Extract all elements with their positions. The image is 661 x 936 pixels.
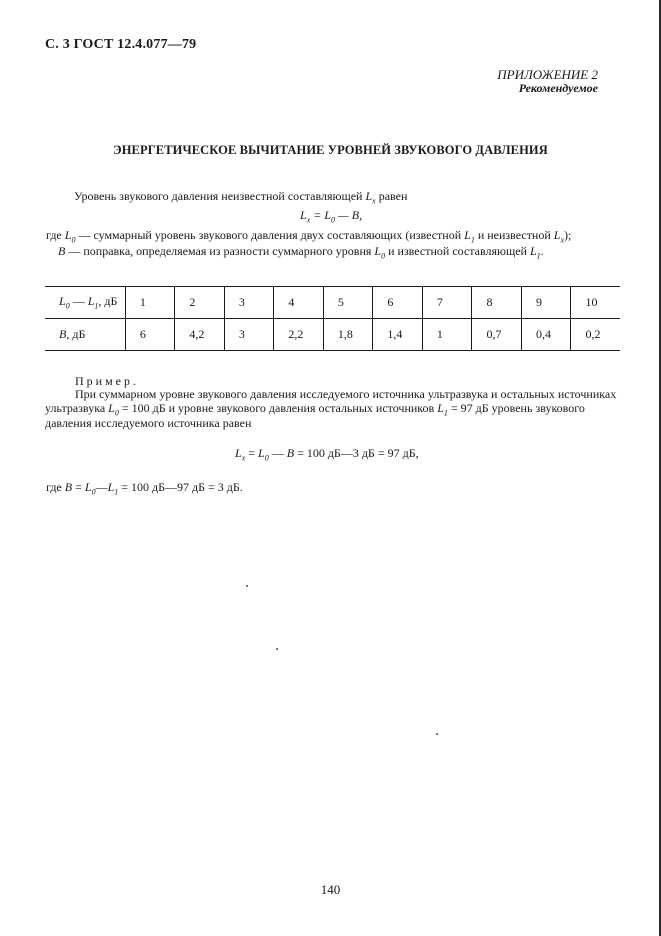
- page-header-standard: С. 3 ГОСТ 12.4.077—79: [45, 37, 197, 52]
- scan-speck: [276, 648, 278, 650]
- table-cell: 9: [521, 287, 571, 319]
- table-cell: 2,2: [274, 319, 324, 351]
- intro-text: Уровень звукового давления неизвестной составляющей: [74, 189, 363, 203]
- row-label-correction: B, дБ: [45, 319, 125, 351]
- definition-b: B — поправка, определяемая из разности суммарного уровня $L_0$ и известной составляющей $L_1$.: [58, 244, 544, 261]
- table-cell: 6: [373, 287, 423, 319]
- table-cell: 8: [472, 287, 522, 319]
- table-cell: 6: [125, 319, 175, 351]
- definition-l0: где $L_0$ — суммарный уровень звукового давления двух составляющих (известной $L_1$ и неизвестной $L_x$);: [46, 228, 572, 245]
- table-row-correction: [45, 319, 620, 351]
- intro-tail: равен: [378, 189, 408, 203]
- recommended-label: Рекомендуемое: [518, 81, 598, 95]
- table-cell: 4: [274, 287, 324, 319]
- table-cell: 3: [224, 319, 274, 351]
- example-line-2: ультразвука $L_0 = 100$ дБ и уровне звукового давления остальных источников $L_1 = 97$ дБ уровень звукового: [45, 401, 585, 418]
- table-cell: 0,4: [521, 319, 571, 351]
- scan-speck: [246, 585, 248, 587]
- table-cell: 1: [125, 287, 175, 319]
- var-lx: $L_x$: [365, 189, 376, 206]
- table-cell: 0,2: [571, 319, 620, 351]
- scan-speck: [436, 733, 438, 735]
- table-cell: 2: [175, 287, 225, 319]
- table-row-difference: [45, 287, 620, 319]
- row-label-difference: $L_0$ — $L_1$, дБ: [45, 287, 125, 319]
- table-cell: 1,8: [323, 319, 373, 351]
- table-cell: 0,7: [472, 319, 522, 351]
- formula-lx: $L_x = L_0$ — B,: [300, 208, 363, 225]
- example-heading: Пример.: [75, 374, 140, 388]
- example-line-3: давления исследуемого источника равен: [45, 416, 252, 430]
- example-where: где $B = L_0—L_1 = 100$ дБ—97 дБ = 3 дБ.: [46, 480, 243, 497]
- table-cell: 4,2: [175, 319, 225, 351]
- intro-paragraph: [74, 189, 407, 205]
- table-cell: 7: [422, 287, 472, 319]
- section-title: ЭНЕРГЕТИЧЕСКОЕ ВЫЧИТАНИЕ УРОВНЕЙ ЗВУКОВОГО ДАВЛЕНИЯ: [113, 143, 548, 157]
- appendix-label: ПРИЛОЖЕНИЕ 2: [497, 67, 598, 82]
- page-number: 140: [320, 882, 341, 897]
- table-cell: 5: [323, 287, 373, 319]
- example-formula: $L_x = L_0$ — B = 100 дБ—3 дБ = 97 дБ,: [235, 446, 419, 463]
- correction-table: [45, 286, 620, 351]
- table-cell: 10: [571, 287, 620, 319]
- table-cell: 1,4: [373, 319, 423, 351]
- table-cell: 3: [224, 287, 274, 319]
- example-line-1: При суммарном уровне звукового давления исследуемого источника ультразвука и остальных источниках: [75, 387, 617, 401]
- table-cell: 1: [422, 319, 472, 351]
